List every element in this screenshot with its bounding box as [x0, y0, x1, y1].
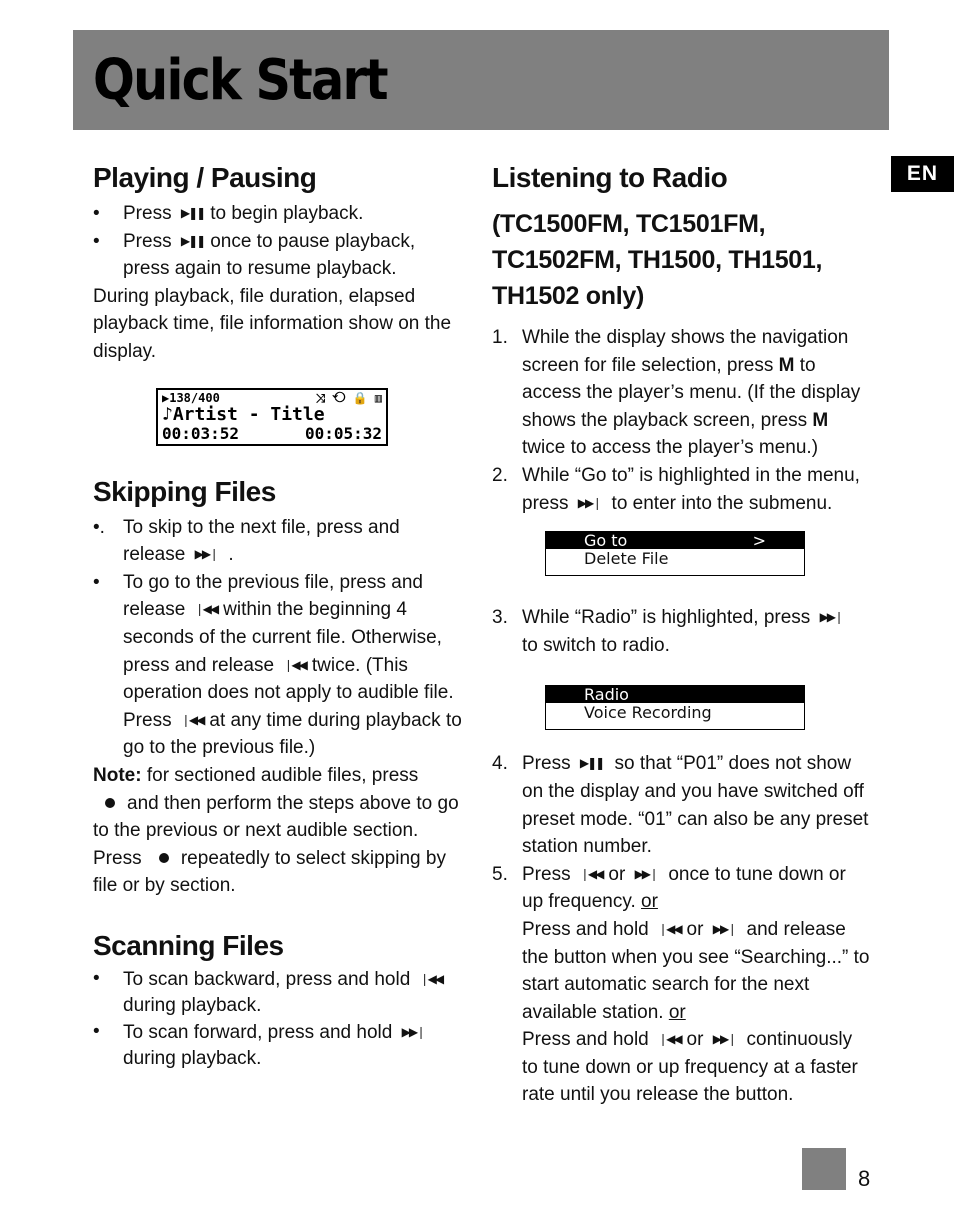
step-item: 2. While “Go to” is highlighted in the menu, press ▶▶❘ to enter into the submenu. [492, 462, 872, 517]
right-column [492, 160, 872, 1109]
radio-steps [492, 324, 872, 517]
previous-icon: ❘◀◀ [658, 1032, 681, 1047]
next-icon: ▶▶❘ [819, 610, 843, 625]
list-item: • To go to the previous file, press and release ❘◀◀ within the beginning 4 seconds of the current file. Otherwise, press and release ❘◀◀ twice. (This operation does not apply to audible file. Press ❘◀◀ at any time during playback to go to the previous file.) [93, 571, 462, 759]
step-item: 5. Press ❘◀◀ or ▶▶❘ once to tune down or up frequency. or Press and hold ❘◀◀ or ▶▶❘ and release the button when you see “Searching...” to start automatic search for the next available station. or Press and hold ❘◀◀ or ▶▶❘ continuously to tune down or up frequency at a faster rate until you release the button. [492, 861, 872, 1109]
scanning-heading: Scanning Files [93, 929, 284, 961]
skipping-note: Note: for sectioned audible files, press and then perform the steps above to go to the previous or next audible section. Press repeatedly to select skipping by file or by section. [93, 764, 459, 897]
previous-icon: ❘◀◀ [283, 657, 306, 672]
skipping-heading: Skipping Files [93, 475, 276, 507]
step-item: 1. While the display shows the navigation screen for file selection, press M to access the player’s menu. (If the display shows the playback screen, press M twice to access the player’s menu.) [492, 327, 861, 459]
previous-icon: ❘◀◀ [579, 866, 603, 881]
record-icon [159, 853, 169, 863]
menu-screenshot-radio: Radio Voice Recording [545, 685, 805, 730]
play-pause-icon: ▶❚❚ [180, 206, 205, 220]
page-number: 8 [858, 1166, 871, 1191]
page-number-marker [802, 1148, 846, 1190]
previous-icon: ❘◀◀ [180, 712, 204, 727]
record-icon [105, 798, 115, 808]
next-icon: ▶▶❘ [194, 547, 218, 562]
playing-description: During playback, file duration, elapsed playback time, file information show on the display. [93, 285, 452, 362]
radio-heading: Listening to Radio [492, 162, 728, 193]
list-item: • To scan backward, press and hold ❘◀◀ during playback. [93, 966, 465, 1019]
scanning-list [93, 966, 465, 1072]
next-icon: ▶▶❘ [577, 495, 601, 510]
previous-icon: ❘◀◀ [194, 602, 218, 617]
list-item: • To scan forward, press and hold ▶▶❘ during playback. [93, 1019, 465, 1072]
language-tab: EN [891, 156, 954, 192]
play-pause-icon: ▶❚❚ [180, 233, 205, 248]
next-icon: ▶▶❘ [634, 866, 658, 881]
next-icon: ▶▶❘ [401, 1024, 425, 1039]
next-icon: ▶▶❘ [712, 1032, 736, 1047]
music-note-icon: ♪ [162, 403, 173, 425]
skipping-list [93, 514, 465, 762]
previous-icon: ❘◀◀ [419, 971, 443, 986]
next-icon: ▶▶❘ [712, 921, 736, 936]
playing-list [93, 200, 465, 283]
left-column [93, 160, 465, 1072]
radio-models-subheading: (TC1500FM, TC1501FM, TC1502FM, TH1500, TH1501, TH1502 only) [492, 210, 823, 310]
list-item: •. To skip to the next file, press and release ▶▶❘ . [93, 514, 465, 569]
step-item: 4. Press ▶❚❚ so that “P01” does not show on the display and you have switched off preset mode. “01” can also be any preset station number. [492, 750, 872, 860]
lcd-display-image: ▶138/400 ⤨ ⟲ 🔒 ▥ ♪Artist - Title 00:03:52 00:05:32 [156, 388, 388, 446]
step-item: 3. While “Radio” is highlighted, press ▶▶❘ to switch to radio. [492, 604, 872, 659]
list-item: • Press ▶❚❚ once to pause playback, press again to resume playback. [93, 228, 465, 283]
title-banner [73, 30, 889, 130]
playing-heading: Playing / Pausing [93, 162, 317, 193]
status-icons: ⤨ ⟲ 🔒 ▥ [315, 390, 382, 405]
menu-screenshot-goto: Go to > Delete File [545, 531, 805, 576]
previous-icon: ❘◀◀ [658, 921, 681, 936]
page-title: Quick Start [93, 48, 387, 113]
play-pause-icon: ▶❚❚ [579, 756, 604, 771]
list-item: • Press ▶❚❚ to begin playback. [93, 200, 465, 228]
